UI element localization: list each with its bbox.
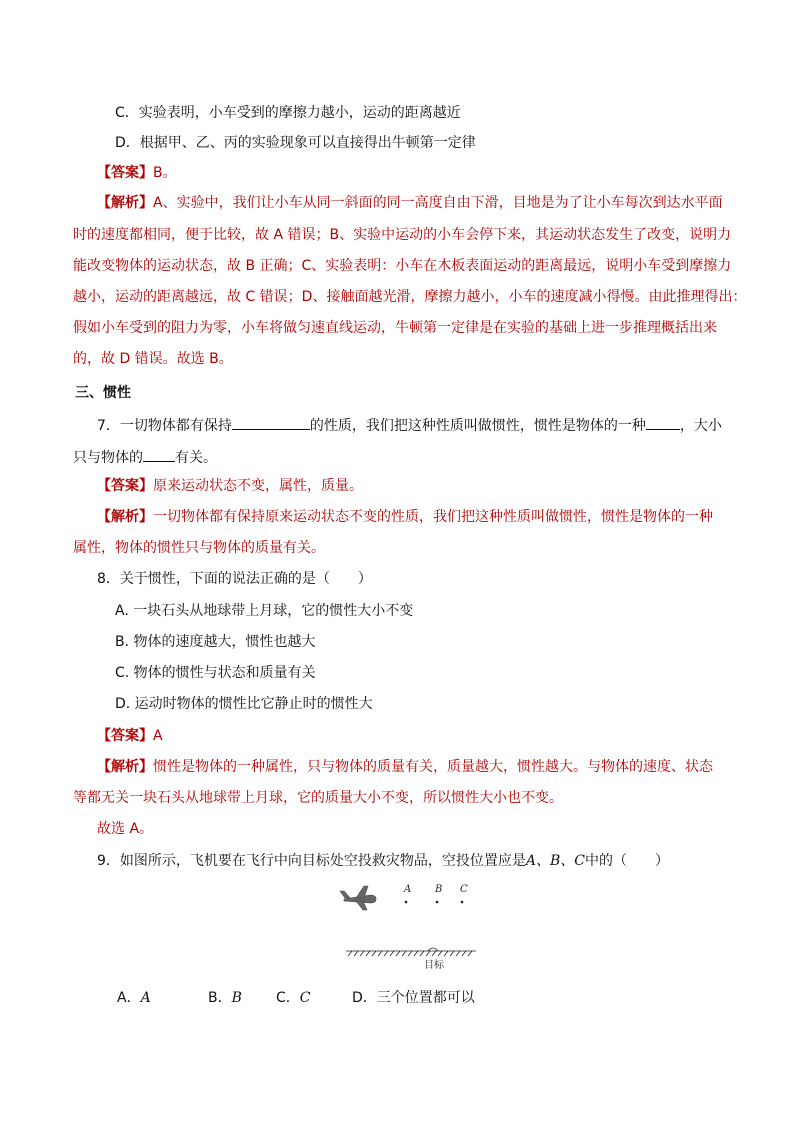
q8-answer xyxy=(97,726,163,746)
q6-analysis-line: 能改变物体的运动状态，故 B 正确；C、实验表明：小车在木板表面运动的距离最远，说明小车受到摩擦力 xyxy=(73,258,732,274)
fill-blank xyxy=(646,414,680,430)
target-marker xyxy=(428,948,438,951)
q7-analysis-line xyxy=(97,507,713,527)
q8-option-d: D. 运动时物体的惯性比它静止时的惯性大 xyxy=(115,696,373,712)
q6-analysis-line: 假如小车受到的阻力为零，小车将做匀速直线运动，牛顿第一定律是在实验的基础上进一步推理概括出来 xyxy=(73,320,717,336)
q9-stem-part: 中的（ ） xyxy=(585,853,670,869)
q9-option-d xyxy=(352,988,475,1008)
section-heading: 三、惯性 xyxy=(75,385,131,401)
q6-answer xyxy=(97,163,177,183)
q7-stem xyxy=(73,446,217,468)
airplane-icon xyxy=(340,886,376,910)
q7-stem xyxy=(97,414,722,436)
q8-analysis-line: 等都无关一块石头从地球带上月球，它的质量大小不变，所以惯性大小也不变。 xyxy=(73,790,563,806)
drop-point-b xyxy=(436,901,439,904)
q9-option-value: 三个位置都可以 xyxy=(376,990,475,1006)
q9-stem-points: A、B、C xyxy=(525,853,586,869)
q7-stem-part: ，大小 xyxy=(679,418,722,434)
q9-option-prefix: D． xyxy=(352,990,377,1006)
answer-text: B。 xyxy=(153,165,177,181)
q9-option-prefix: B． xyxy=(208,990,232,1006)
answer-tag: 【答案】 xyxy=(97,478,153,494)
analysis-tag: 【解析】 xyxy=(97,509,153,525)
analysis-text: A、实验中，我们让小车从同一斜面的同一高度自由下滑，目地是为了让小车每次到达水平面 xyxy=(153,195,723,211)
q6-analysis-line: 时的速度都相同，便于比较，故 A 错误；B、实验中运动的小车会停下来，其运动状态发生了改变，说明力 xyxy=(73,227,732,243)
q9-option-value: C xyxy=(299,990,311,1006)
q7-stem-part: 有关。 xyxy=(175,450,217,466)
target-label: 目标 xyxy=(424,960,444,971)
q8-option-c: C. 物体的惯性与状态和质量有关 xyxy=(115,665,316,681)
q9-option-c xyxy=(276,988,311,1008)
analysis-tag: 【解析】 xyxy=(97,759,153,775)
q6-option-c: C．实验表明，小车受到的摩擦力越小，运动的距离越近 xyxy=(115,105,461,121)
analysis-text: 一切物体都有保持原来运动状态不变的性质，我们把这种性质叫做惯性，惯性是物体的一种 xyxy=(153,509,713,525)
drop-point-a xyxy=(405,901,408,904)
q9-option-a xyxy=(117,988,151,1008)
q6-analysis-line xyxy=(97,193,723,213)
q9-stem xyxy=(97,851,669,871)
q9-option-b xyxy=(208,988,242,1008)
q8-option-b: B. 物体的速度越大，惯性也越大 xyxy=(115,634,316,650)
analysis-tag: 【解析】 xyxy=(97,195,153,211)
analysis-text: 惯性是物体的一种属性，只与物体的质量有关，质量越大，惯性越大。与物体的速度、状态 xyxy=(153,759,713,775)
q8-analysis-line xyxy=(97,757,713,777)
drop-point-c xyxy=(461,901,464,904)
q8-stem: 8．关于惯性，下面的说法正确的是（ ） xyxy=(97,571,372,587)
q6-option-d: D．根据甲、乙、丙的实验现象可以直接得出牛顿第一定律 xyxy=(115,135,476,151)
q9-option-prefix: C． xyxy=(276,990,300,1006)
q9-option-value: A xyxy=(140,990,151,1006)
answer-tag: 【答案】 xyxy=(97,165,153,181)
answer-tag: 【答案】 xyxy=(97,728,153,744)
q7-stem-part: 7．一切物体都有保持 xyxy=(97,418,232,434)
q8-conclusion: 故选 A。 xyxy=(97,821,154,837)
point-label-a: A xyxy=(404,884,412,895)
q7-analysis-line: 属性，物体的惯性只与物体的质量有关。 xyxy=(73,540,325,556)
q7-answer xyxy=(97,476,363,496)
point-label-b: B xyxy=(435,884,443,895)
q6-analysis-line: 越小，运动的距离越远，故 C 错误；D、接触面越光滑，摩擦力越小，小车的速度减小得慢。由此推理得出： xyxy=(73,289,747,305)
fill-blank xyxy=(232,414,310,430)
q9-stem-part: 9．如图所示，飞机要在飞行中向目标处空投救灾物品，空投位置应是 xyxy=(97,853,526,869)
answer-text: 原来运动状态不变，属性，质量。 xyxy=(153,478,363,494)
q8-option-a: A. 一块石头从地球带上月球，它的惯性大小不变 xyxy=(115,603,414,619)
point-label-c: C xyxy=(460,884,468,895)
q7-stem-part: 只与物体的 xyxy=(73,450,143,466)
q9-option-value: B xyxy=(231,990,242,1006)
q6-analysis-line: 的，故 D 错误。故选 B。 xyxy=(73,351,233,367)
fill-blank xyxy=(143,446,175,462)
answer-text: A xyxy=(153,728,163,744)
q9-option-prefix: A． xyxy=(117,990,141,1006)
ground-line xyxy=(346,951,476,956)
airplane-drop-figure xyxy=(336,880,486,975)
q7-stem-part: 的性质，我们把这种性质叫做惯性，惯性是物体的一种 xyxy=(309,418,646,434)
